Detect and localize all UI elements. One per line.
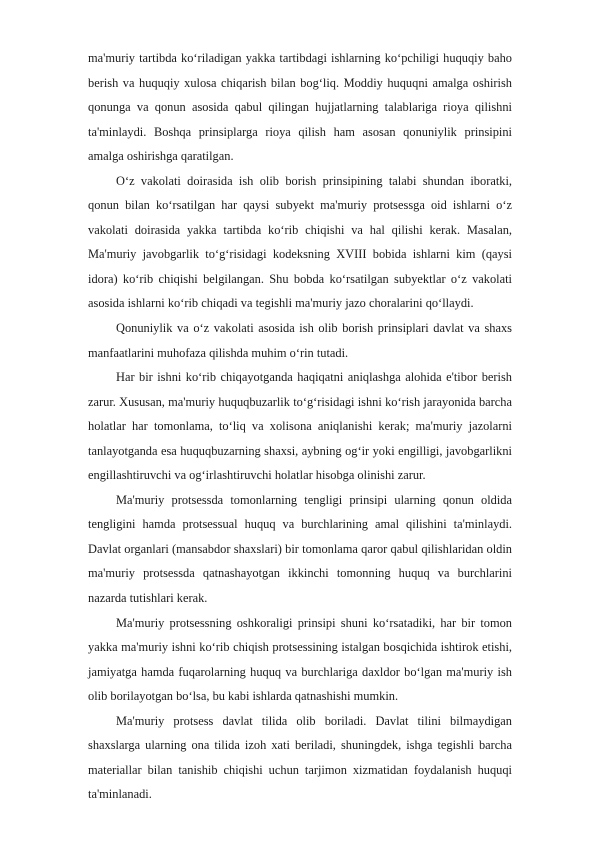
paragraph-1: ma'muriy tartibda ko‘riladigan yakka tartibdagi ishlarning ko‘pchiligi huquqiy baho berish va huquqiy xulosa chiqarish bilan bog‘liq. Moddiy huquqni amalga oshirish qonunga va qonun asosida qabul qilingan hujjatlarning talablariga rioya qilishni ta'minlaydi. Boshqa prinsiplarga rioya qilish ham asosan qonuniylik prinsipini amalga oshirishga qaratilgan. [88, 51, 512, 164]
paragraph-7: Ma'muriy protsess davlat tilida olib boriladi. Davlat tilini bilmaydigan shaxslarga ularning ona tilida izoh xati beriladi, shuningdek, ishga tegishli barcha materiallar bilan tanishib chiqishi uchun tarjimon xizmatidan foydalanish huquqi ta'minlanadi. [88, 713, 512, 802]
paragraph-5: Ma'muriy protsessda tomonlarning tengligi prinsipi ularning qonun oldida tengligini hamda protsessual huquq va burchlarining amal qilishini ta'minlaydi. Davlat organlari (mansabdor shaxslari) bir tomonlama qaror qabul qilishlaridan oldin ma'muriy protsessda qatnashayotgan ikkinchi tomonning huquq va burchlarini nazarda tutishlari kerak. [88, 492, 512, 606]
document-page [88, 46, 512, 807]
paragraph-6: Ma'muriy protsessning oshkoraligi prinsipi shuni ko‘rsatadiki, har bir tomon yakka ma'muriy ishni ko‘rib chiqish protsessining istalgan bosqichida ishtirok etishi, jamiyatga hamda fuqarolarning huquq va burchlariga daxldor bo‘lgan ma'muriy ish olib borilayotgan bo‘lsa, bu kabi ishlarda qatnashishi mumkin. [88, 615, 512, 704]
paragraph-3: Qonuniylik va o‘z vakolati asosida ish olib borish prinsiplari davlat va shaxs manfaatlarini muhofaza qilishda muhim o‘rin tutadi. [88, 321, 512, 360]
paragraph-2: O‘z vakolati doirasida ish olib borish prinsipining talabi shundan iboratki, qonun bilan ko‘rsatilgan har qaysi subyekt ma'muriy protsessga oid ishlarni o‘z vakolati doirasida yakka tartibda ko‘rib chiqishi va hal qilishi kerak. Masalan, Ma'muriy javobgarlik to‘g‘risidagi kodeksning XVIII bobida ishlarni kim (qaysi idora) ko‘rib chiqishi belgilangan. Shu bobda ko‘rsatilgan subyektlar o‘z vakolati asosida ishlarni ko‘rib chiqadi va tegishli ma'muriy jazo choralarini qo‘llaydi. [88, 173, 512, 311]
paragraph-4: Har bir ishni ko‘rib chiqayotganda haqiqatni aniqlashga alohida e'tibor berish zarur. Xususan, ma'muriy huquqbuzarlik to‘g‘risidagi ishni ko‘rish jarayonida barcha holatlar har tomonlama, to‘liq va xolisona aniqlanishi kerak; ma'muriy jazolarni tanlayotganda esa huquqbuzarning shaxsi, aybning og‘ir yoki engilligi, javobgarlikni engillashtiruvchi va og‘irlashtiruvchi holatlar hisobga olinishi zarur. [88, 370, 512, 483]
